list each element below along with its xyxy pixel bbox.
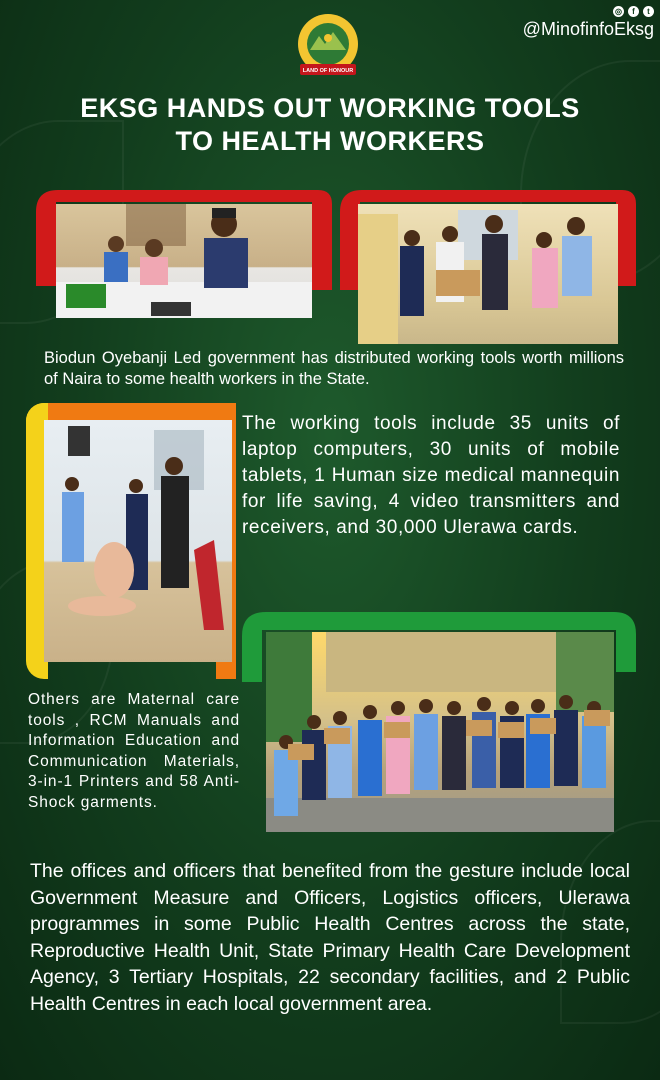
instagram-icon: ◎	[613, 6, 624, 17]
photo-laptop-presentation	[358, 204, 618, 344]
title-line-1: EKSG HANDS OUT WORKING TOOLS	[80, 93, 580, 123]
twitter-icon: t	[643, 6, 654, 17]
photo-group-beneficiaries	[266, 632, 614, 832]
beneficiaries-paragraph: The offices and officers that benefited from the gesture include local Government Measure and Officers, Logistics officers, Ulerawa programmes in some Public Health Centres across the state, Reproductive Health Unit, State Primary Health Care Development Agency, 3 Tertiary Hospitals, 22 secondary facilities, and 2 Public Health Centres in each local government area.	[30, 860, 630, 1015]
facebook-icon: f	[628, 6, 639, 17]
tools-paragraph: The working tools include 35 units of laptop computers, 30 units of mobile tablets, 1 Human size medical mannequin for life saving, 4 video transmitters and receivers, and 30,000 Ulerawa cards.	[242, 413, 620, 538]
title-line-2: TO HEALTH WORKERS	[175, 126, 485, 156]
ekiti-state-seal	[288, 12, 368, 84]
photo-officials-at-table	[56, 204, 312, 318]
intro-paragraph: Biodun Oyebanji Led government has distributed working tools worth millions of Naira to some health workers in the State.	[44, 349, 624, 388]
social-icons	[613, 6, 654, 17]
social-handle	[523, 6, 654, 40]
handle-text: @MinofinfoEksg	[522, 19, 654, 39]
others-paragraph: Others are Maternal care tools , RCM Manuals and Information Education and Communication Materials, 3-in-1 Printers and 58 Anti-Shock garments.	[28, 691, 240, 811]
seal-motto: LAND OF HONOUR	[302, 68, 354, 74]
page-title	[0, 92, 660, 158]
photo-medical-mannequin	[44, 420, 232, 662]
